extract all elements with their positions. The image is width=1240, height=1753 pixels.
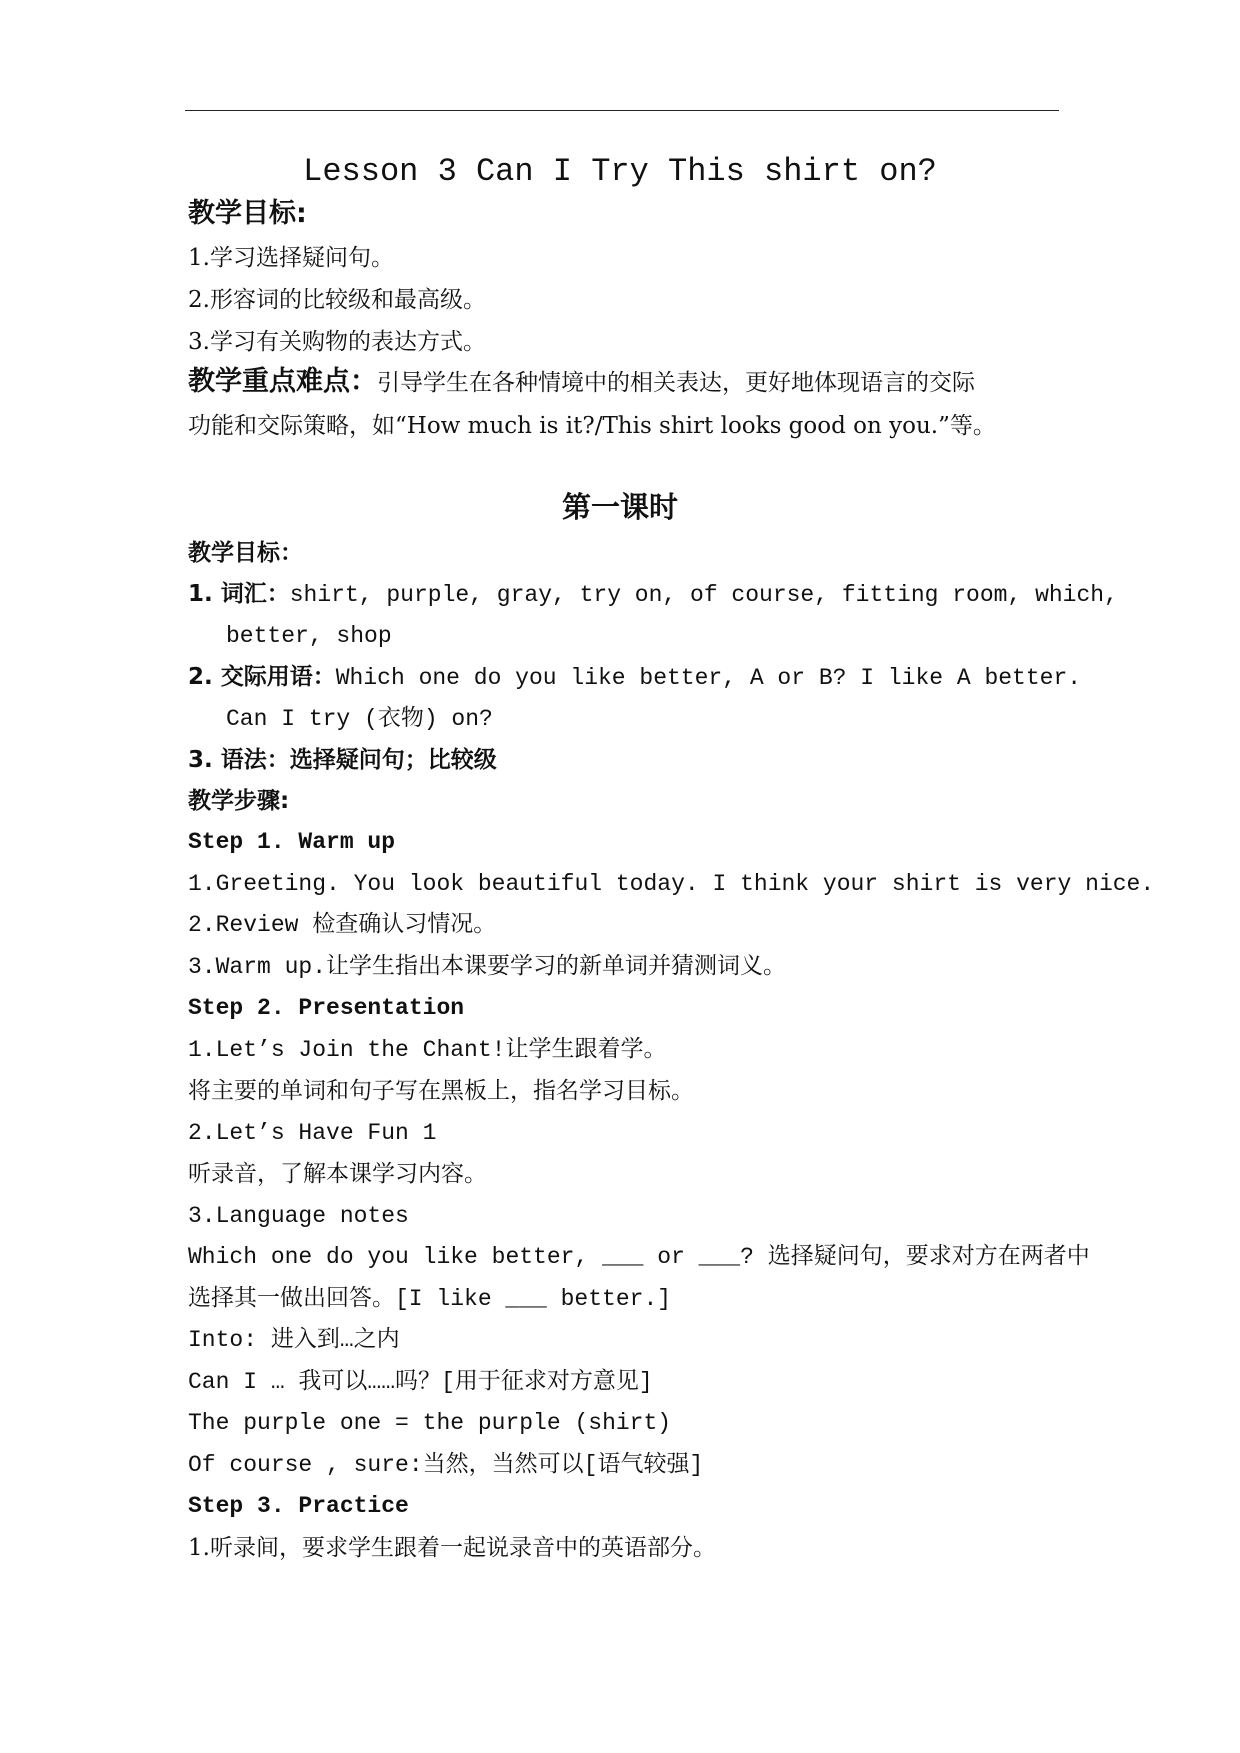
page-title: Lesson 3 Can I Try This shirt on? — [303, 153, 937, 190]
step-line: Of course , sure:当然，当然可以[语气较强] — [188, 1452, 704, 1478]
section-title: 第一课时 — [561, 490, 678, 524]
step-line: 2.Let’s Have Fun 1 — [188, 1120, 437, 1146]
step-title: Step 2. Presentation — [188, 995, 465, 1021]
step-title: Step 1. Warm up — [188, 829, 396, 855]
vocab-text-cont: better, shop — [226, 623, 392, 649]
step-line: Into: 进入到…之内 — [188, 1327, 400, 1353]
steps-heading: 教学步骤: — [188, 788, 290, 814]
lesson-objectives-heading: 教学目标： — [188, 540, 303, 566]
step-title: Step 3. Practice — [188, 1493, 409, 1519]
step-line: The purple one = the purple (shirt) — [188, 1410, 672, 1436]
step-line: 将主要的单词和句子写在黑板上，指名学习目标。 — [188, 1078, 694, 1104]
key-points-line: 功能和交际策略，如“How much is it?/This shirt looks good on you.”等。 — [188, 413, 996, 439]
objectives-heading: 教学目标: — [188, 198, 307, 229]
vocab-text: shirt, purple, gray, try on, of course, fitting room, which, — [289, 582, 1118, 608]
step-line: 2.Review 检查确认习情况。 — [188, 912, 497, 938]
key-points-line — [188, 362, 975, 403]
step-line: 3.Warm up.让学生指出本课要学习的新单词并猜测词义。 — [188, 954, 787, 980]
step-line: 1.Let’s Join the Chant!让学生跟着学。 — [188, 1037, 667, 1063]
step-line: Which one do you like better, ___ or ___? 选择疑问句，要求对方在两者中 — [188, 1244, 1090, 1270]
objective-item: 2.形容词的比较级和最高级。 — [188, 287, 486, 313]
grammar-line: 3. 语法：选择疑问句；比较级 — [188, 747, 497, 773]
key-points-label: 教学重点难点： — [188, 366, 377, 397]
objective-item: 3.学习有关购物的表达方式。 — [188, 329, 486, 355]
phrases-label: 2. 交际用语： — [188, 664, 336, 690]
vocab-line — [188, 574, 1118, 615]
step-line: 3.Language notes — [188, 1203, 409, 1229]
key-points-text: 引导学生在各种情境中的相关表达，更好地体现语言的交际 — [377, 370, 975, 396]
objective-item: 1.学习选择疑问句。 — [188, 245, 394, 271]
step-line: 1.听录间，要求学生跟着一起说录音中的英语部分。 — [188, 1535, 716, 1561]
step-line: 1.Greeting. You look beautiful today. I think your shirt is very nice. — [188, 871, 1155, 897]
phrases-text-cont: Can I try (衣物) on? — [226, 706, 493, 732]
header-rule — [185, 110, 1059, 111]
phrases-text: Which one do you like better, A or B? I like A better. — [335, 665, 1082, 691]
step-line: Can I … 我可以……吗？[用于征求对方意见] — [188, 1369, 653, 1395]
step-line: 选择其一做出回答。[I like ___ better.] — [188, 1286, 672, 1312]
vocab-label: 1. 词汇： — [188, 581, 290, 607]
phrases-line — [188, 657, 1081, 698]
step-line: 听录音，了解本课学习内容。 — [188, 1161, 487, 1187]
